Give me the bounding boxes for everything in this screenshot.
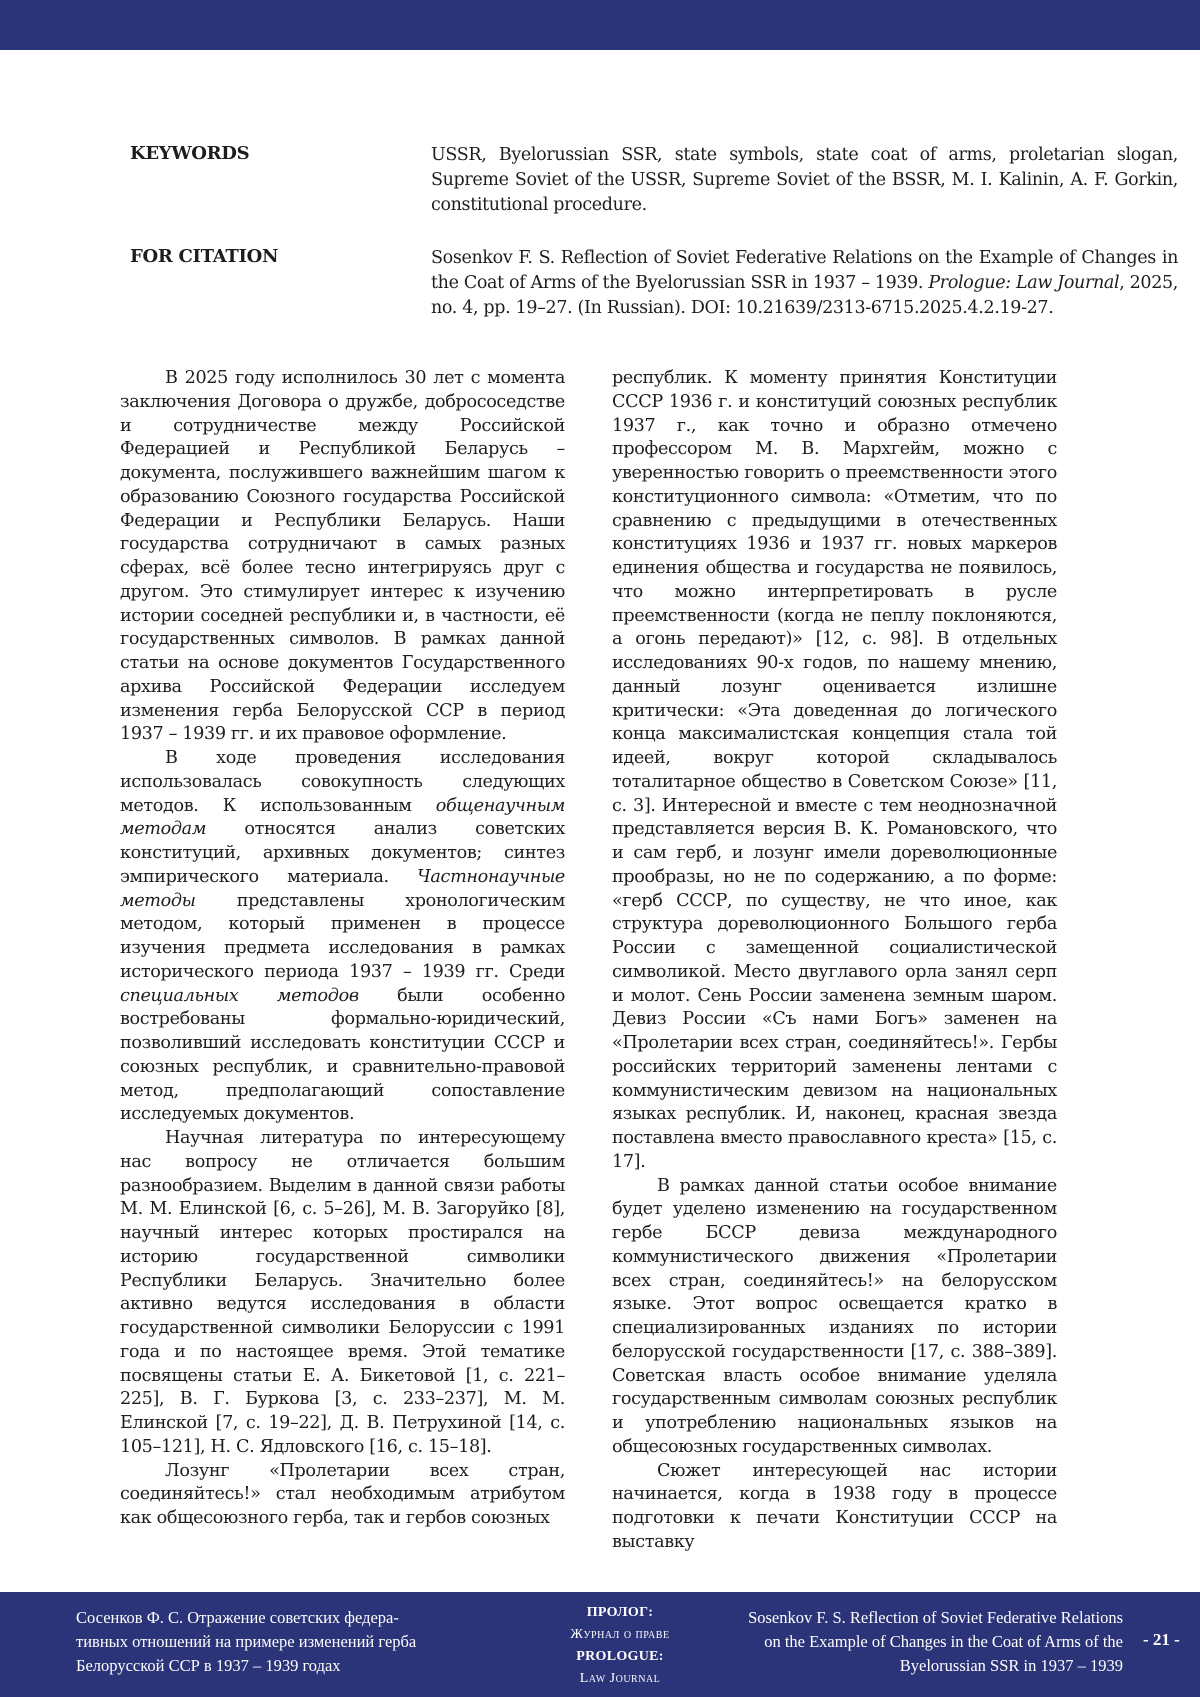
citation-details: , 2025, no. 4, pp. 19–27. (In Russian). DOI: 10.21639/2313-6715.2025.4.2.19-27. <box>431 273 1178 318</box>
footer-line: Белорусской ССР в 1937 – 1939 годах <box>76 1656 341 1675</box>
text-run: В ходе проведения исследования использовалась совокупность следующих методов. К использованным <box>120 748 565 816</box>
left-column <box>120 367 565 1531</box>
paragraph: Сюжет интересующей нас истории начинается, когда в 1938 году в процессе подготовки к печати Конституции СССР на выставку <box>612 1460 1057 1552</box>
journal-title-en: PROLOGUE: <box>576 1649 664 1664</box>
paragraph: Лозунг «Пролетарии всех стран, соединяйтесь!» стал необходимым атрибутом как общесоюзного герба, так и гербов союзных <box>120 1460 565 1528</box>
footer-line: on the Example of Changes in the Coat of Arms of the <box>764 1632 1123 1651</box>
citation-authors-title: Sosenkov F. S. Reflection of Soviet Federative Relations on the Example of Changes in the Coat of Arms of the Byelorussian SSR in 1937 – 1939. <box>431 248 1178 293</box>
keywords-text: USSR, Byelorussian SSR, state symbols, state coat of arms, proletarian slogan, Supreme Soviet of the USSR, Supreme Soviet of the BSSR, M. I. Kalinin, A. F. Gorkin, constitutional procedure. <box>431 145 1178 215</box>
footer-citation-ru <box>76 1606 476 1678</box>
footer-line: Byelorussian SSR in 1937 – 1939 <box>899 1656 1123 1675</box>
paragraph: В 2025 году исполнилось 30 лет с момента заключения Договора о дружбе, добрососедстве и сотрудничестве между Российской Федерацией и Республикой Беларусь – документа, послужившего важнейшим шагом к образованию Союзного государства Российской Федерации и Республики Беларусь. Наши государства сотрудничают в самых разных сферах, всё более тесно интегрируясь друг с другом. Это стимулирует интерес к изучению истории соседней республики и, в частности, её государственных символов. В рамках данной статьи на основе документов Государственного архива Российской Федерации исследуем изменения герба Белорусской ССР в период 1937 – 1939 гг. и их правовое оформление. <box>120 368 565 745</box>
footer-line: тивных отношений на примере изменений герба <box>76 1632 417 1651</box>
header-bar <box>0 0 1200 50</box>
keywords-label: KEYWORDS <box>130 143 250 164</box>
footer-line: Сосенков Ф. С. Отражение советских федера- <box>76 1608 399 1627</box>
text-run: относятся анализ советских конституций, архивных документов; синтез эмпирического материала. <box>120 819 565 887</box>
text-run: представлены хронологическим методом, который применен в процессе изучения предмета исследования в рамках исторического периода 1937 – 1939 гг. Среди <box>120 890 565 982</box>
right-column <box>612 367 1057 1555</box>
journal-title-ru: ПРОЛОГ: <box>586 1605 654 1620</box>
citation-journal: Prologue: Law Journal <box>928 273 1120 293</box>
emphasis: общенаучным методам <box>120 795 565 840</box>
journal-subtitle-en: Law Journal <box>579 1671 661 1686</box>
footer-line: Sosenkov F. S. Reflection of Soviet Federative Relations <box>748 1608 1123 1627</box>
text-run: были особенно востребованы формально-юридический, позволивший исследовать конституции СССР и союзных республик, и сравнительно-правовой метод, предполагающий сопоставление исследуемых документов. <box>120 985 565 1125</box>
emphasis: специальных методов <box>120 985 359 1006</box>
citation-label: FOR CITATION <box>130 246 279 267</box>
emphasis: Частнонаучные методы <box>120 866 565 911</box>
page-number: - 21 - <box>1143 1630 1180 1649</box>
paragraph: В рамках данной статьи особое внимание будет уделено изменению на государственном гербе БССР девиза международного коммунистического движения «Пролетарии всех стран, соединяйтесь!» на белорусском языке. Этот вопрос освещается кратко в специализированных изданиях по истории белорусской государственности [17, с. 388–389]. Советская власть особое внимание уделяла государственным символам союзных республик и употреблению национальных языков на общесоюзных государственных символах. <box>612 1175 1057 1457</box>
journal-subtitle-ru: Журнал о праве <box>570 1627 670 1642</box>
citation-text <box>431 246 1178 321</box>
footer-citation-en <box>700 1606 1123 1678</box>
paragraph: Научная литература по интересующему нас вопросу не отличается большим разнообразием. Выделим в данной связи работы М. М. Елинской [6, с. 5–26], М. В. Загоруйко [8], научный интерес которых простирался на историю государственной символики Республики Беларусь. Значительно более активно ведутся исследования в области государственной символики Белоруссии с 1991 года и по настоящее время. Этой тематике посвящены статьи Е. А. Бикетовой [1, с. 221–225], В. Г. Буркова [3, с. 233–237], М. М. Елинской [7, с. 19–22], Д. В. Петрухиной [14, с. 105–121], Н. С. Ядловского [16, с. 15–18]. <box>120 1128 565 1457</box>
paragraph-continued: республик. К моменту принятия Конституции СССР 1936 г. и конституций союзных республик 1937 г., как точно и образно отмечено профессором М. В. Мархгейм, можно с уверенностью говорить о преемственности этого конституционного символа: «Отметим, что по сравнению с предыдущими в отечественных конституциях 1936 и 1937 гг. новых маркеров единения общества и государства не появилось, что можно интерпретировать в русле преемственности (когда не пеплу поклоняются, а огонь передают)» [12, с. 98]. В отдельных исследованиях 90-х годов, по нашему мнению, данный лозунг оценивается излишне критически: «Эта доведенная до логического конца максималистская концепция стала той идеей, вокруг которой складывалось тоталитарное общество в Советском Союзе» [11, с. 3]. Интересной и вместе с тем неоднозначной представляется версия В. К. Романовского, что и сам герб, и лозунг имели дореволюционные прообразы, но не по содержанию, а по форме: «герб СССР, по существу, не что иное, как структура дореволюционного Большого герба России с замещенной социалистической символикой. Место двуглавого орла занял серп и молот. Сень России заменена земным шаром. Девиз России «Съ нами Богъ» заменен на «Пролетарии всех стран, соединяйтесь!». Гербы российских территорий заменены лентами с коммунистическим девизом на национальных языках республик. И, наконец, красная звезда поставлена вместо православного креста» [15, с. 17]. <box>612 368 1057 1172</box>
footer-bar <box>0 1592 1200 1697</box>
paragraph-methods <box>120 747 565 1127</box>
